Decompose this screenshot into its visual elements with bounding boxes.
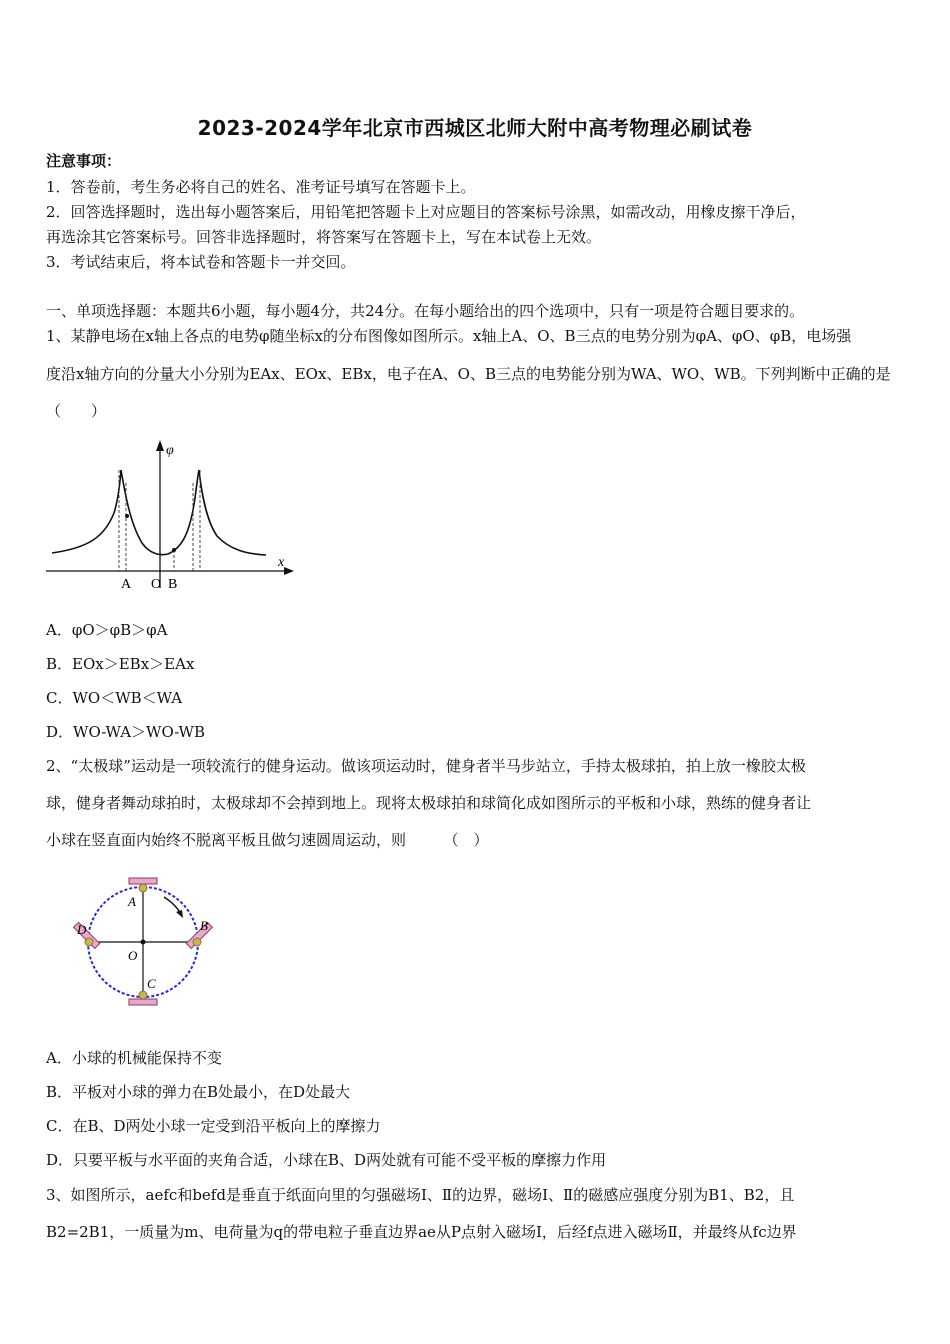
label-b: B (168, 577, 178, 592)
q1-option-c: C．WO＜WB＜WA (46, 689, 183, 707)
curve-left (52, 470, 121, 553)
y-axis-arrow (156, 440, 164, 451)
q2-option-c: C．在B、D两处小球一定受到沿平板向上的摩擦力 (46, 1117, 381, 1135)
label-a: A (121, 577, 132, 592)
q1-option-a: A．φO＞φB＞φA (46, 621, 168, 639)
q3-text-2: B2=2B1，一质量为m、电荷量为q的带电粒子垂直边界ae从P点射入磁场Ⅰ，后经f点进入磁场Ⅱ，并最终从fc边界 (46, 1223, 797, 1241)
notice-item-1: 1．答卷前，考生务必将自己的姓名、准考证号填写在答题卡上。 (46, 178, 476, 196)
label-a: A (128, 894, 136, 909)
center-point (141, 940, 146, 945)
label-d: D (77, 922, 87, 937)
section-heading: 一、单项选择题：本题共6小题，每小题4分，共24分。在每小题给出的四个选项中，只有一项是符合题目要求的。 (46, 302, 805, 320)
point-b-marker (172, 548, 176, 552)
q2-option-a: A．小球的机械能保持不变 (46, 1049, 222, 1067)
q2-option-b: B．平板对小球的弹力在B处最小，在D处最大 (46, 1083, 351, 1101)
q2-option-d: D．只要平板与水平面的夹角合适，小球在B、D两处就有可能不受平板的摩擦力作用 (46, 1151, 607, 1169)
q2-text-2: 球，健身者舞动球拍时，太极球却不会掉到地上。现将太极球拍和球简化成如图所示的平板和小球，熟练的健身者让 (46, 794, 812, 812)
ball-d (85, 938, 93, 946)
page-title: 2023-2024学年北京市西城区北师大附中高考物理必刷试卷 (197, 116, 753, 140)
q2-taiji-figure (68, 870, 228, 1020)
q1-option-b: B．EOx＞EBx＞EAx (46, 655, 195, 673)
label-o: O (151, 577, 162, 592)
label-o: O (128, 948, 138, 963)
q1-option-d: D．WO-WA＞WO-WB (46, 723, 205, 741)
ball-a (139, 884, 147, 892)
q1-text-3: （ ） (46, 402, 107, 420)
plate-a (129, 878, 157, 884)
notice-item-2-cont: 再选涂其它答案标号。回答非选择题时，将答案写在答题卡上，写在本试卷上无效。 (46, 228, 602, 246)
phi-label: φ (166, 443, 174, 458)
point-a-marker (125, 514, 129, 518)
label-b: B (200, 918, 208, 933)
q1-text-1: 1、某静电场在x轴上各点的电势φ随坐标x的分布图像如图所示。x轴上A、O、B三点的电势分别为φA、φO、φB，电场强 (46, 327, 852, 345)
label-c: C (147, 976, 156, 991)
plate-c (129, 999, 157, 1005)
motion-arrow-head (176, 910, 183, 918)
curve-right (199, 470, 266, 555)
q3-text-1: 3、如图所示，aefc和befd是垂直于纸面向里的匀强磁场Ⅰ、Ⅱ的边界，磁场Ⅰ、Ⅱ的磁感应强度分别为B1、B2，且 (46, 1186, 795, 1204)
notice-item-3: 3．考试结束后，将本试卷和答题卡一并交回。 (46, 253, 356, 271)
x-label: x (278, 555, 285, 570)
q2-text-3: 小球在竖直面内始终不脱离平板且做匀速圆周运动，则 （ ） (46, 831, 489, 849)
q1-text-2: 度沿x轴方向的分量大小分别为EAx、EOx、EBx，电子在A、O、B三点的电势能分别为WA、WO、WB。下列判断中正确的是 (46, 365, 891, 383)
q2-text-1: 2、“太极球”运动是一项较流行的健身运动。做该项运动时，健身者半马步站立，手持太极球拍，拍上放一橡胶太极 (46, 757, 806, 775)
x-axis-arrow (284, 567, 294, 575)
q1-potential-graph (42, 438, 302, 598)
notice-item-2: 2．回答选择题时，选出每小题答案后，用铅笔把答题卡上对应题目的答案标号涂黑，如需改动，用橡皮擦干净后， (46, 203, 806, 221)
notice-heading: 注意事项： (46, 152, 122, 170)
ball-c (139, 991, 147, 999)
ball-b (193, 938, 201, 946)
